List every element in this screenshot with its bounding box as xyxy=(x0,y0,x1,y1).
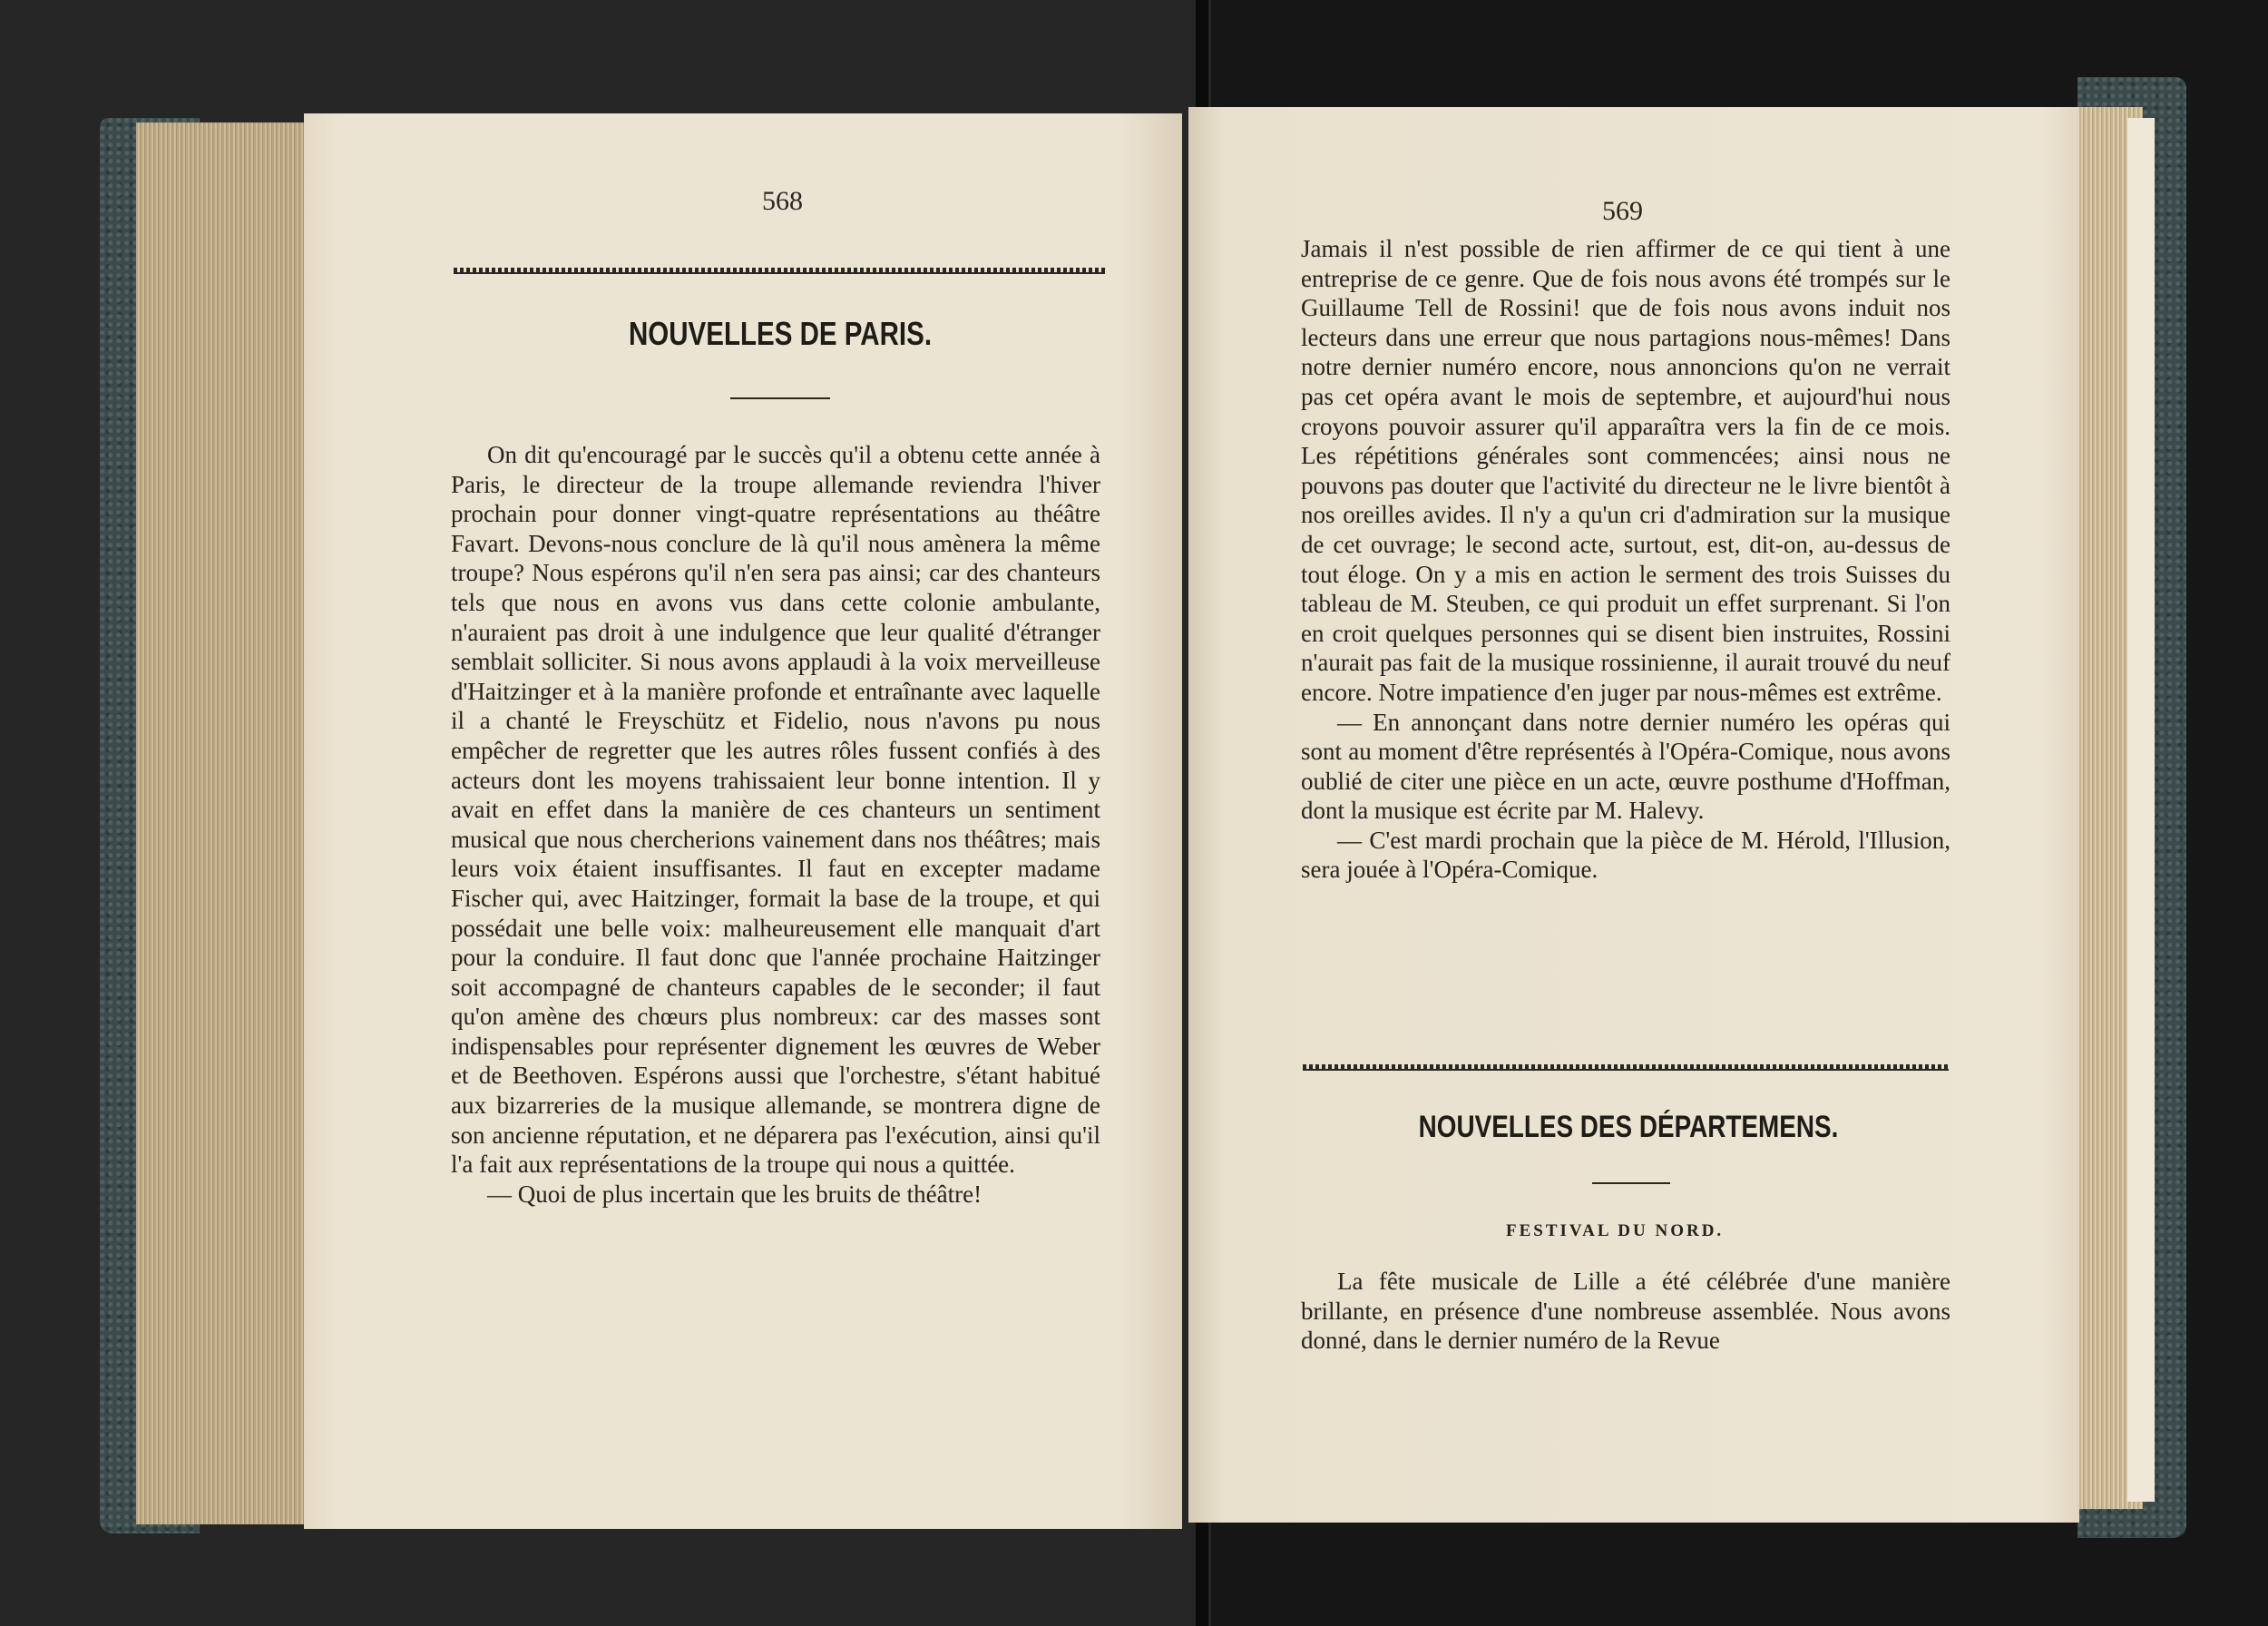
section-title: NOUVELLES DE PARIS. xyxy=(628,315,933,352)
right-page xyxy=(1188,107,2079,1523)
page-sliver-right xyxy=(2127,118,2155,1502)
left-page xyxy=(304,113,1182,1529)
article-text xyxy=(1301,234,1950,885)
wavy-rule xyxy=(1303,1064,1949,1071)
article-text xyxy=(1301,1267,1950,1356)
paragraph: La fête musicale de Lille a été célébrée d'une manière brillante, en présence d'une nombreuse assemblée. Nous avons donné, dans le dernier numéro de la Revue xyxy=(1301,1268,1950,1355)
short-rule xyxy=(730,397,830,399)
page-edges-left xyxy=(136,122,308,1524)
wavy-rule xyxy=(454,268,1105,274)
page-number: 569 xyxy=(1602,196,1643,226)
page-number: 568 xyxy=(762,186,803,216)
article-text xyxy=(451,440,1100,1209)
short-rule xyxy=(1592,1182,1670,1184)
subheading: FESTIVAL DU NORD. xyxy=(1506,1221,1725,1240)
paragraph: On dit qu'encouragé par le succès qu'il a obtenu cette année à Paris, le directeur de la troupe allemande reviendra l'hiver prochain pour donner vingt-quatre représentations au théâtre Favart. Devons-nous conclure de là qu'il nous amènera la même troupe? Nous espérons qu'il n'en sera pas ainsi; car des chanteurs tels que nous en avons vus dans cette colonie ambulante, n'auraient pas droit à une indulgence que leur qualité d'étranger semblait solliciter. Si nous avons applaudi à la voix merveilleuse d'Haitzinger et à la manière profonde et entraînante avec laquelle il a chanté le Freyschütz et Fidelio, nous n'avons pu nous empêcher de regretter que les autres rôles fussent confiés à des acteurs dont les moyens trahissaient leur bonne intention. Il y avait en effet dans la manière de ces chanteurs un sentiment musical que nous chercherions vainement dans nos théâtres; mais leurs voix étaient insuffisantes. Il faut en excepter madame Fischer qui, avec Haitzinger, formait la base de la troupe, et qui possédait une belle voix: malheureusement elle manquait d'art pour la conduire. Il faut donc que l'année prochaine Haitzinger soit accompagné de chanteurs capables de le seconder; il faut qu'on amène des chœurs plus nombreux: car des masses sont indispensables pour représenter dignement les œuvres de Weber et de Beethoven. Espérons aussi que l'orchestre, s'étant habitué aux bizarreries de la musique allemande, se montrera digne de son ancienne réputation, et ne déparera pas l'exécution, ainsi qu'il l'a fait aux représentations de la troupe qui nous a quittée. xyxy=(451,441,1100,1179)
paragraph: — En annonçant dans notre dernier numéro les opéras qui sont au moment d'être représentés à l'Opéra-Comique, nous avons oublié de citer une pièce en un acte, œuvre posthume d'Hoffman, dont la musique est écrite par M. Halevy. xyxy=(1301,708,1950,825)
paragraph: — C'est mardi prochain que la pièce de M. Hérold, l'Illusion, sera jouée à l'Opéra-Comique. xyxy=(1301,826,1950,884)
paragraph: — Quoi de plus incertain que les bruits de théâtre! xyxy=(487,1180,982,1208)
section-title: NOUVELLES DES DÉPARTEMENS. xyxy=(1418,1110,1839,1144)
paragraph: Jamais il n'est possible de rien affirmer de ce qui tient à une entreprise de ce genre. Que de fois nous avons été trompés sur le Guillaume Tell de Rossini! que de fois nous avons induit nos lecteurs dans une erreur que nous partagions nous-mêmes! Dans notre dernier numéro encore, nous annoncions qu'on ne verrait pas cet opéra avant le mois de septembre, et aujourd'hui nous croyons pouvoir assurer qu'il apparaîtra vers la fin de ce mois. Les répétitions générales sont commencées; ainsi nous ne pouvons pas douter que l'activité du directeur ne le livre bientôt à nos oreilles avides. Il n'y a qu'un cri d'admiration sur la musique de cet ouvrage; le second acte, surtout, est, dit-on, au-dessus de tout éloge. On y a mis en action le serment des trois Suisses du tableau de M. Steuben, ce qui produit un effet surprenant. Si l'on en croit quelques personnes qui se disent bien instruites, Rossini n'aurait pas fait de la musique rossinienne, il aurait trouvé du neuf encore. Notre impatience d'en juger par nous-mêmes est extrême. xyxy=(1301,235,1950,706)
